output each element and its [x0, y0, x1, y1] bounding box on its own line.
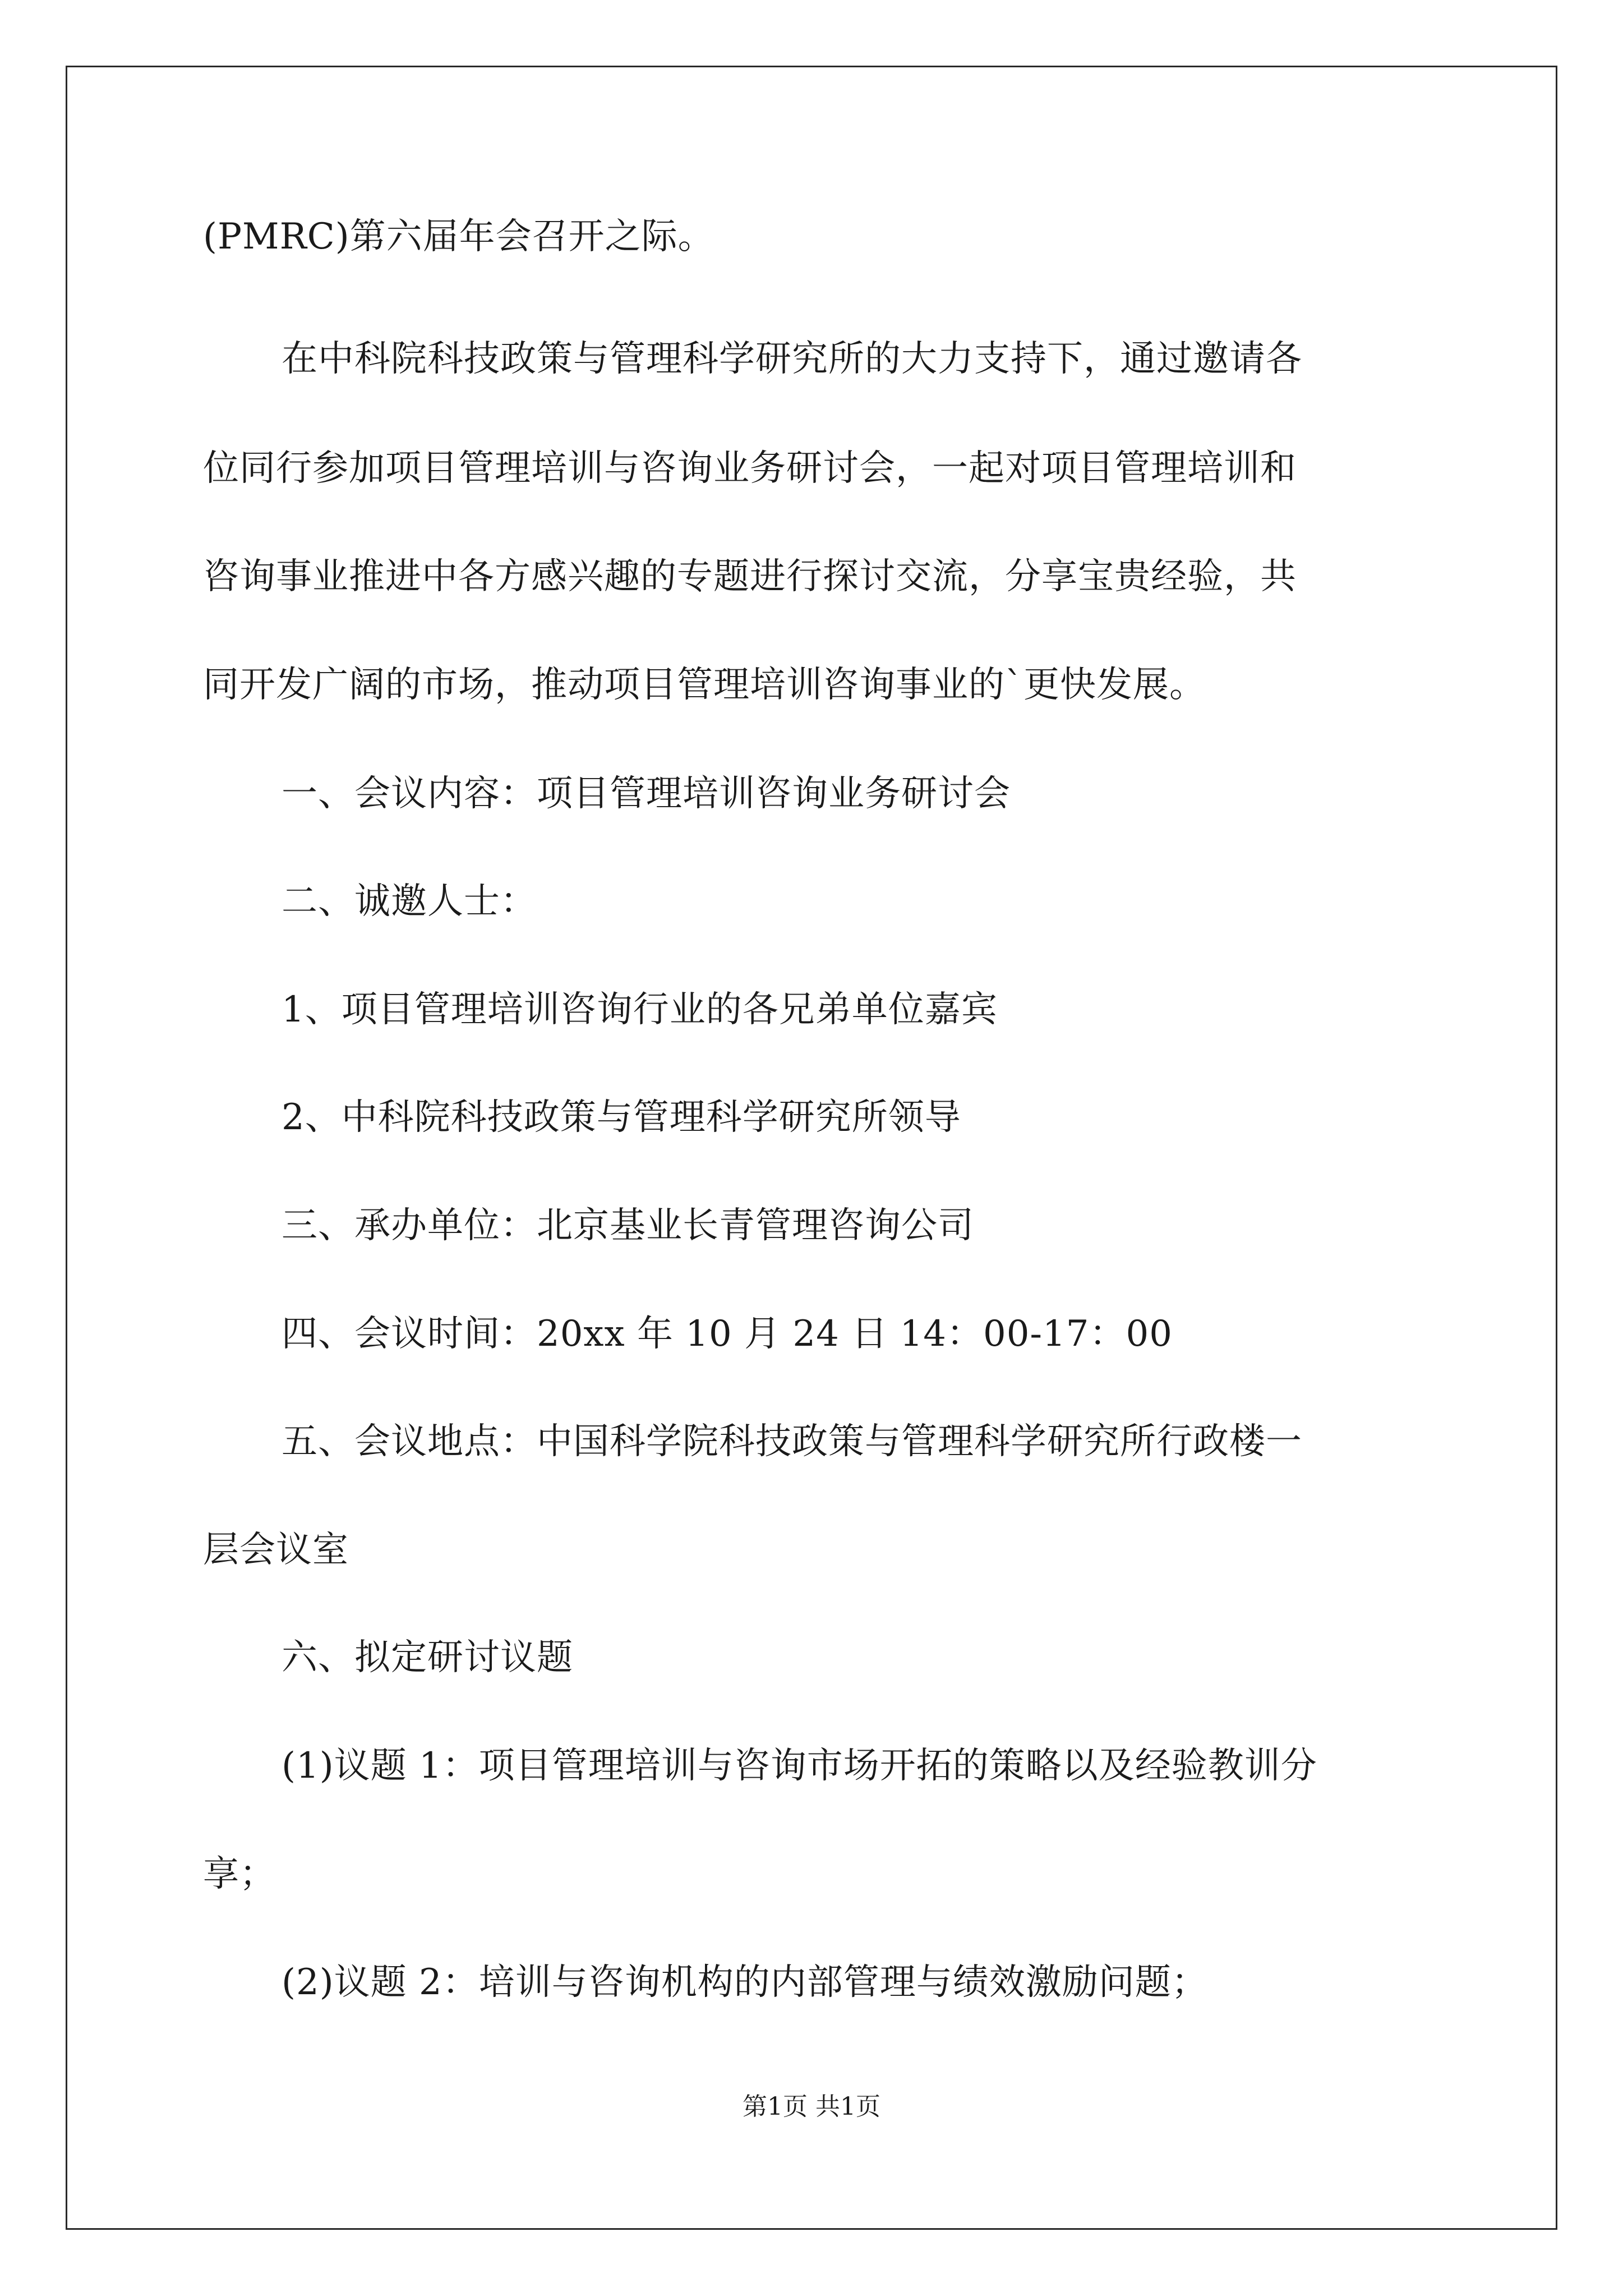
list-item: 1、项目管理培训咨询行业的各兄弟单位嘉宾 [282, 989, 998, 1030]
list-item: 2、中科院科技政策与管理科学研究所领导 [282, 1097, 961, 1138]
list-item: (2)议题 2：培训与咨询机构的内部管理与绩效激励问题； [282, 1962, 1208, 2003]
section-heading: 四、会议时间：20xx 年 10 月 24 日 14：00-17：00 [282, 1313, 1173, 1355]
section-heading: 二、诚邀人士： [282, 881, 537, 922]
text-line: 层会议室 [203, 1529, 349, 1571]
text-line: 同开发广阔的市场，推动项目管理培训咨询事业的`更快发展。 [203, 664, 1206, 706]
section-heading: 一、会议内容：项目管理培训咨询业务研讨会 [282, 773, 1011, 815]
list-item: (1)议题 1：项目管理培训与咨询市场开拓的策略以及经验教训分 [282, 1745, 1317, 1787]
page-border [66, 66, 1557, 2230]
text-line: 咨询事业推进中各方感兴趣的专题进行探讨交流，分享宝贵经验，共 [203, 556, 1297, 597]
paragraph-line: 在中科院科技政策与管理科学研究所的大力支持下，通过邀请各 [282, 338, 1302, 380]
text-line: 享； [203, 1853, 276, 1895]
text-line: (PMRC)第六届年会召开之际。 [203, 216, 714, 257]
section-heading: 五、会议地点：中国科学院科技政策与管理科学研究所行政楼一 [282, 1421, 1302, 1462]
page-footer: 第1页 共1页 [743, 2092, 880, 2121]
section-heading: 三、承办单位：北京基业长青管理咨询公司 [282, 1205, 974, 1246]
text-line: 位同行参加项目管理培训与咨询业务研讨会，一起对项目管理培训和 [203, 448, 1297, 489]
section-heading: 六、拟定研讨议题 [282, 1637, 573, 1678]
